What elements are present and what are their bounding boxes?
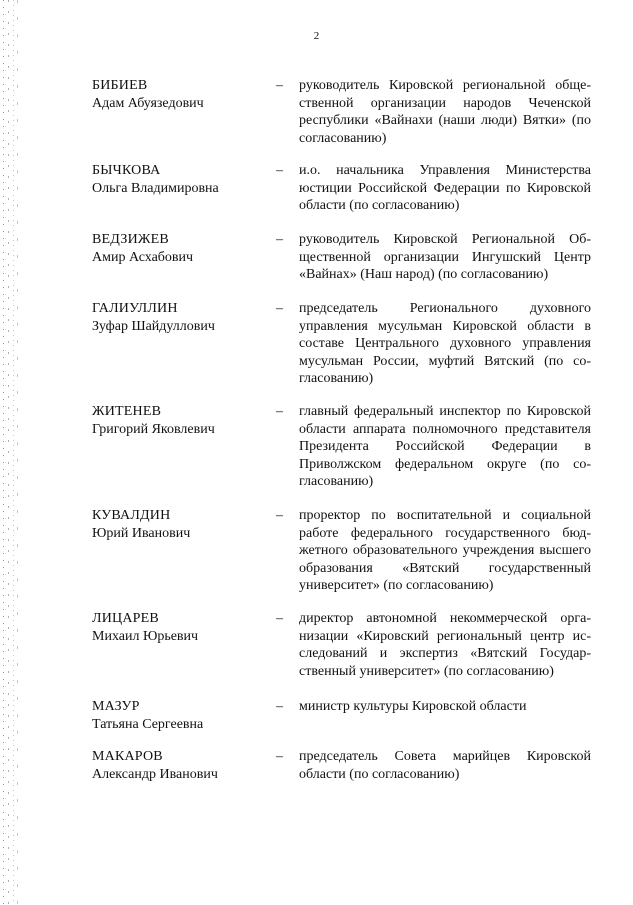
member-surname: ВЕДЗИЖЕВ [92, 232, 169, 247]
member-role: главный федеральный инспектор по Кировской области аппарата полномочного представителя Президента Российской Федерации в Приволжском федеральном округе (по согласованию) [299, 404, 591, 489]
member-role: председатель Совета марийцев Кировской области (по согласованию) [299, 749, 591, 782]
separator-dash: – [276, 163, 283, 178]
separator-dash: – [276, 78, 283, 93]
member-given-names: Григорий Яковлевич [92, 421, 215, 437]
member-role: руководитель Кировской Региональной Общественной организации Ингушский Центр «Вайнах» (Наш народ) (по согласованию) [299, 232, 591, 282]
member-role: и.о. начальника Управления Министерства юстиции Российской Федерации по Кировской области (по согласованию) [299, 163, 591, 213]
separator-dash: – [276, 749, 283, 764]
member-role: руководитель Кировской региональной общественной организации народов Чеченской республики «Вайнахи (наши люди) Вятки» (по согласованию) [299, 78, 591, 146]
member-given-names: Амир Асхабович [92, 249, 194, 265]
separator-dash: – [276, 404, 283, 419]
member-surname: КУВАЛДИН [92, 508, 171, 523]
member-given-names: Александр Иванович [92, 766, 218, 782]
member-surname: МАЗУР [92, 699, 140, 714]
member-surname: ЖИТЕНЕВ [92, 404, 162, 419]
separator-dash: – [276, 508, 283, 523]
member-role: председатель Регионального духовного управления мусульман Кировской области в составе Центрального духовного управления мусульман России, муфтий Вятский (по согласованию) [299, 301, 591, 386]
member-role: проректор по воспитательной и социальной работе федерального государственного бюджетного образовательного учреждения высшего образования «Вятский государственный университет» (по согласованию) [299, 508, 591, 593]
member-given-names: Михаил Юрьевич [92, 628, 199, 644]
member-surname: БИБИЕВ [92, 78, 148, 93]
member-given-names: Адам Абуязедович [92, 95, 204, 111]
member-role: министр культуры Кировской области [299, 699, 527, 714]
separator-dash: – [276, 611, 283, 626]
separator-dash: – [276, 301, 283, 316]
member-surname: БЫЧКОВА [92, 163, 161, 178]
member-surname: ГАЛИУЛЛИН [92, 301, 178, 316]
separator-dash: – [276, 232, 283, 247]
member-surname: ЛИЦАРЕВ [92, 611, 159, 626]
member-role: директор автономной некоммерческой организации «Кировский региональный центр исследований и экспертиз «Вятский Государственный университет» (по согласованию) [299, 611, 591, 679]
member-given-names: Ольга Владимировна [92, 180, 219, 196]
page-number: 2 [313, 30, 320, 42]
member-given-names: Зуфар Шайдуллович [92, 318, 215, 334]
member-given-names: Татьяна Сергеевна [92, 716, 204, 732]
separator-dash: – [276, 699, 283, 714]
member-surname: МАКАРОВ [92, 749, 163, 764]
member-given-names: Юрий Иванович [92, 525, 191, 541]
